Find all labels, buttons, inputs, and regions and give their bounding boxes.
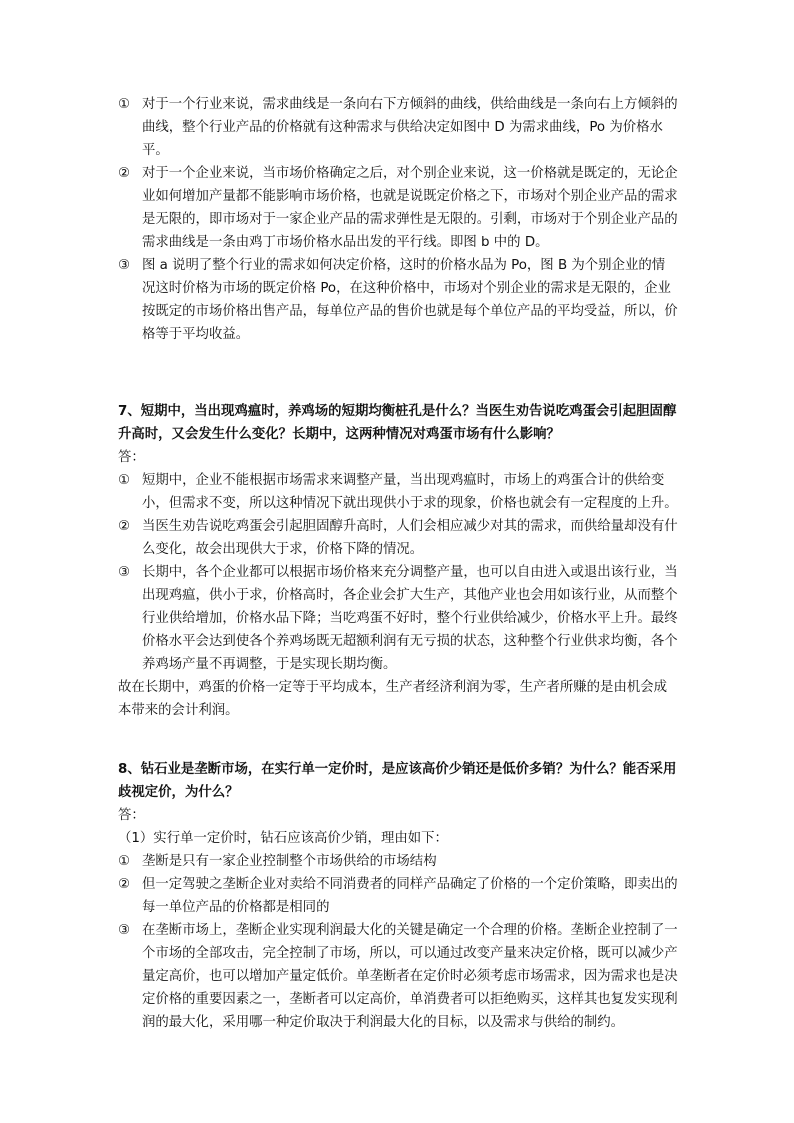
answer-intro: （1）实行单一定价时，钻石应该高价少销，理由如下：	[118, 831, 448, 846]
document-page	[118, 93, 678, 1034]
item-text: 在垄断市场上，垄断企业实现利润最大化的关键是确定一个合理的价格。垄断企业控制了一个市场的全部攻击，完全控制了市场，所以，可以通过改变产量来决定价格，既可以减少产量定高价，也可以增加产量定低价。单垄断者在定价时必须考虑市场需求，因为需求也是决定价格的重要因素之一，垄断者可以定高价，单消费者可以拒绝购买，这样其也复发实现利润的最大化，采用哪一种定价取决于利润最大化的目标，以及需求与供给的制约。	[142, 923, 678, 1030]
item-number: ①	[118, 97, 131, 112]
item-number: ②	[118, 166, 131, 181]
list-item	[118, 919, 678, 1034]
question-8	[118, 758, 678, 1034]
list-item	[118, 561, 678, 676]
list-item	[118, 254, 678, 346]
item-number: ③	[118, 565, 131, 580]
item-number: ①	[118, 473, 131, 488]
item-number: ③	[118, 258, 131, 273]
list-item	[118, 93, 678, 162]
item-text: 对于一个行业来说，需求曲线是一条向右下方倾斜的曲线，供给曲线是一条向右上方倾斜的曲线，整个行业产品的价格就有这种需求与供给决定如图中 D 为需求曲线，Po 为价格水平。	[142, 97, 678, 158]
section-6-list	[118, 93, 678, 346]
list-item	[118, 850, 678, 873]
item-text: 图 a 说明了整个行业的需求如何决定价格，这时的价格水品为 Po，图 B 为个别企业的情况这时价格为市场的既定价格 Po，在这种价格中，市场对个别企业的需求是无限的，企业按既定的市场价格出售产品，每单位产品的售价也就是每个单位产品的平均受益，所以，价格等于平均收益。	[142, 258, 678, 342]
item-text: 对于一个企业来说，当市场价格确定之后，对个别企业来说，这一价格就是既定的，无论企业如何增加产量都不能影响市场价格，也就是说既定价格之下，市场对个别企业产品的需求是无限的，即市场对于一家企业产品的需求弹性是无限的。引剩，市场对于个别企业产品的需求曲线是一条由鸡丁市场价格水品出发的平行线。即图 b 中的 D。	[142, 166, 678, 250]
item-number: ③	[118, 923, 131, 938]
item-number: ②	[118, 519, 131, 534]
question-7	[118, 400, 678, 722]
answer-label: 答：	[118, 450, 145, 465]
question-8-title: 8、钻石业是垄断市场，在实行单一定价时，是应该高价少销还是低价多销？为什么？能否采用歧视定价，为什么？	[118, 762, 677, 800]
list-item	[118, 873, 678, 919]
item-number: ②	[118, 877, 131, 892]
item-number: ①	[118, 854, 131, 869]
answer-label: 答：	[118, 808, 145, 823]
list-item	[118, 162, 678, 254]
item-text: 但一定驾驶之垄断企业对卖给不同消费者的同样产品确定了价格的一个定价策略，即卖出的每一单位产品的价格都是相同的	[142, 877, 678, 915]
conclusion-paragraph: 故在长期中，鸡蛋的价格一定等于平均成本，生产者经济利润为零，生产者所赚的是由机会成本带来的会计利润。	[118, 680, 668, 718]
item-text: 当医生劝告说吃鸡蛋会引起胆固醇升高时，人们会相应减少对其的需求，而供给量却没有什么变化，故会出现供大于求，价格下降的情况。	[142, 519, 678, 557]
question-7-title: 7、短期中，当出现鸡瘟时，养鸡场的短期均衡桩孔是什么？当医生劝告说吃鸡蛋会引起胆固醇升高时，又会发生什么变化？长期中，这两种情况对鸡蛋市场有什么影响？	[118, 404, 677, 442]
item-text: 垄断是只有一家企业控制整个市场供给的市场结构	[142, 854, 437, 869]
item-text: 短期中，企业不能根据市场需求来调整产量，当出现鸡瘟时，市场上的鸡蛋合计的供给变小，但需求不变，所以这种情况下就出现供小于求的现象，价格也就会有一定程度的上升。	[142, 473, 678, 511]
item-text: 长期中，各个企业都可以根据市场价格来充分调整产量，也可以自由进入或退出该行业，当出现鸡瘟，供小于求，价格高时，各企业会扩大生产，其他产业也会用如该行业，从而整个行业供给增加，价格水品下降；当吃鸡蛋不好时，整个行业供给减少，价格水平上升。最终价格水平会达到使各个养鸡场既无超额利润有无亏损的状态，这种整个行业供求均衡，各个养鸡场产量不再调整，于是实现长期均衡。	[142, 565, 678, 672]
list-item	[118, 515, 678, 561]
list-item	[118, 469, 678, 515]
